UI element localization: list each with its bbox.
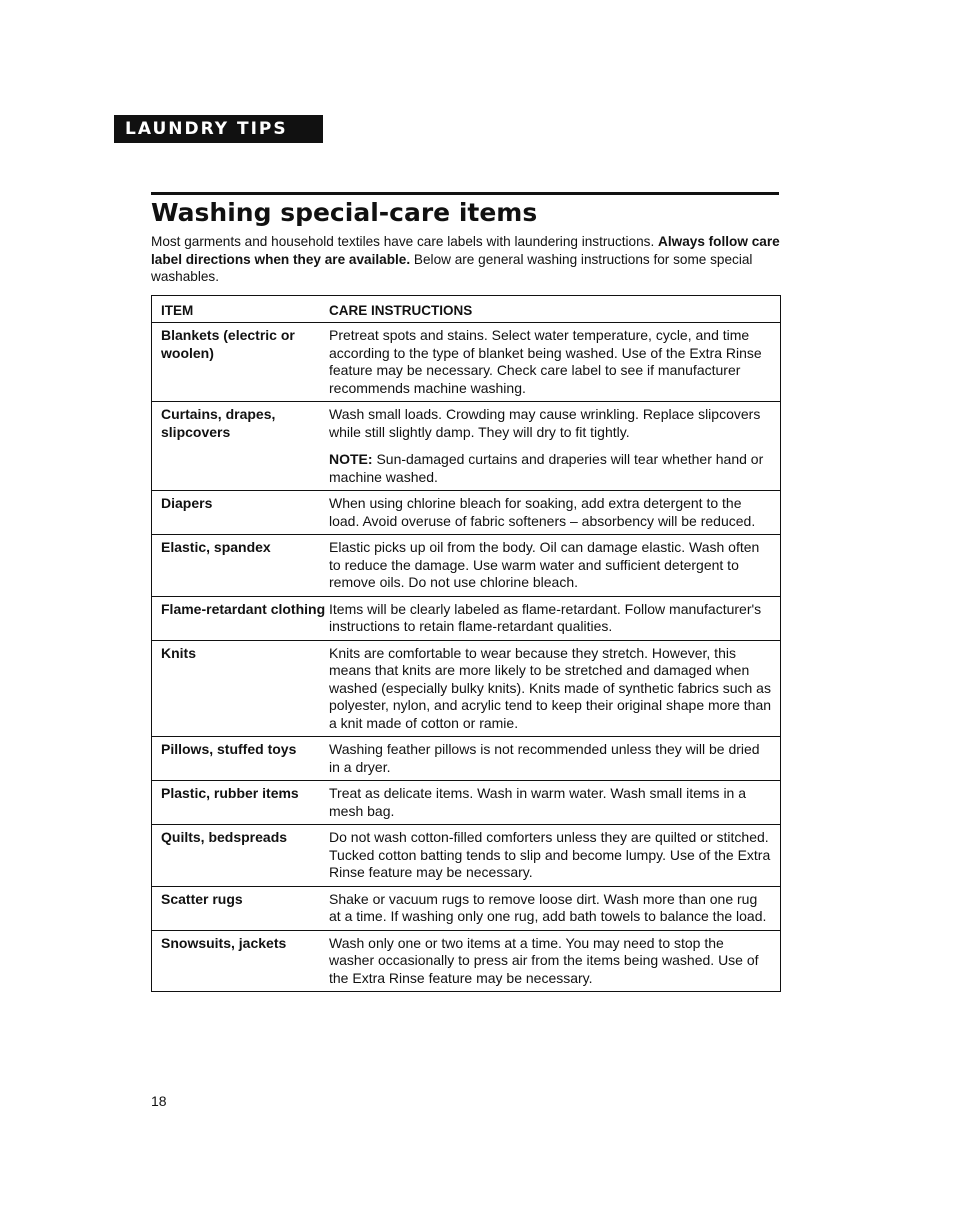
care-text: Items will be clearly labeled as flame-retardant. Follow manufacturer's instructions to retain flame-retardant qualities. — [329, 600, 762, 634]
care-cell — [329, 829, 780, 882]
care-cell — [329, 935, 780, 988]
care-text: Wash small loads. Crowding may cause wrinkling. Replace slipcovers while still slightly damp. They will dry to fit tightly. — [329, 406, 761, 440]
item-cell: Quilts, bedspreads — [161, 829, 288, 845]
table-row-pillows — [152, 737, 780, 781]
table-row-elastic — [152, 535, 780, 597]
care-cell — [329, 327, 780, 397]
item-cell: Blankets (electric or woolen) — [161, 327, 295, 361]
care-instructions-table — [151, 295, 781, 992]
item-cell: Elastic, spandex — [161, 539, 271, 555]
item-cell: Plastic, rubber items — [161, 785, 299, 801]
table-row-blankets — [152, 323, 780, 402]
table-header — [152, 296, 780, 323]
care-cell — [329, 601, 780, 636]
table-row-snowsuits — [152, 931, 780, 992]
care-cell — [329, 645, 780, 733]
care-cell — [329, 406, 780, 486]
care-text: Shake or vacuum rugs to remove loose dirt. Wash more than one rug at a time. If washing only one rug, add bath towels to balance the load. — [329, 890, 767, 924]
section-tab-laundry-tips: LAUNDRY TIPS — [114, 115, 323, 143]
header-item: ITEM — [161, 303, 194, 318]
note-label: NOTE: — [329, 451, 373, 467]
intro-text-end: Below are general washing instructions for some special washables. — [151, 251, 753, 284]
care-text: Treat as delicate items. Wash in warm water. Wash small items in a mesh bag. — [329, 785, 747, 819]
item-cell: Scatter rugs — [161, 890, 243, 907]
care-cell — [329, 741, 780, 776]
care-cell — [329, 495, 780, 530]
care-text: Pretreat spots and stains. Select water temperature, cycle, and time according to the type of blanket being washed. Use of the Extra Rinse feature may be necessary. Check care label to see if manufacturer recommends machine washing. — [329, 327, 762, 396]
care-text: Elastic picks up oil from the body. Oil can damage elastic. Wash often to reduce the damage. Use warm water and sufficient detergent to remove oils. Do not use chlorine bleach. — [329, 539, 760, 590]
item-cell: Diapers — [161, 495, 213, 511]
care-note — [329, 451, 772, 486]
care-cell — [329, 891, 780, 926]
table-row-knits — [152, 641, 780, 738]
table-row-flame-retardant — [152, 597, 780, 641]
care-text: Washing feather pillows is not recommended unless they will be dried in a dryer. — [329, 741, 760, 775]
title-rule — [151, 192, 779, 195]
care-text: When using chlorine bleach for soaking, add extra detergent to the load. Avoid overuse of fabric softeners – absorbency will be reduced. — [329, 495, 756, 529]
note-text: Sun-damaged curtains and draperies will tear whether hand or machine washed. — [329, 451, 764, 485]
item-cell: Knits — [161, 644, 196, 661]
table-row-curtains — [152, 402, 780, 491]
intro-paragraph — [151, 233, 781, 286]
intro-text-bold: Always follow care label directions when they are available. — [151, 234, 780, 267]
item-cell: Curtains, drapes, slipcovers — [161, 406, 276, 440]
page-title: Washing special-care items — [151, 198, 538, 227]
care-text: Knits are comfortable to wear because they stretch. However, this means that knits are more likely to be stretched and damaged when washed (especially bulky knits). Knits made of synthetic fabrics such as polyester, nylon, and acrylic tend to keep their original shape more than a knit made of cotton or ramie. — [329, 644, 772, 731]
table-row-diapers — [152, 491, 780, 535]
intro-text-start: Most garments and household textiles have care labels with laundering instructions. — [151, 234, 659, 249]
care-text: Wash only one or two items at a time. You may need to stop the washer occasionally to press air from the items being washed. Use of the Extra Rinse feature may be necessary. — [329, 934, 759, 986]
item-cell: Pillows, stuffed toys — [161, 741, 297, 757]
table-row-scatter-rugs — [152, 887, 780, 931]
care-cell — [329, 785, 780, 820]
item-cell: Flame-retardant clothing — [161, 600, 326, 617]
table-row-quilts — [152, 825, 780, 887]
header-care-instructions: CARE INSTRUCTIONS — [329, 303, 473, 318]
table-row-plastic — [152, 781, 780, 825]
page-number: 18 — [151, 1093, 167, 1109]
care-cell — [329, 539, 780, 592]
item-cell: Snowsuits, jackets — [161, 934, 287, 951]
care-text: Do not wash cotton-filled comforters unless they are quilted or stitched. Tucked cotton batting tends to slip and become lumpy. Use of the Extra Rinse feature may be necessary. — [329, 829, 771, 880]
